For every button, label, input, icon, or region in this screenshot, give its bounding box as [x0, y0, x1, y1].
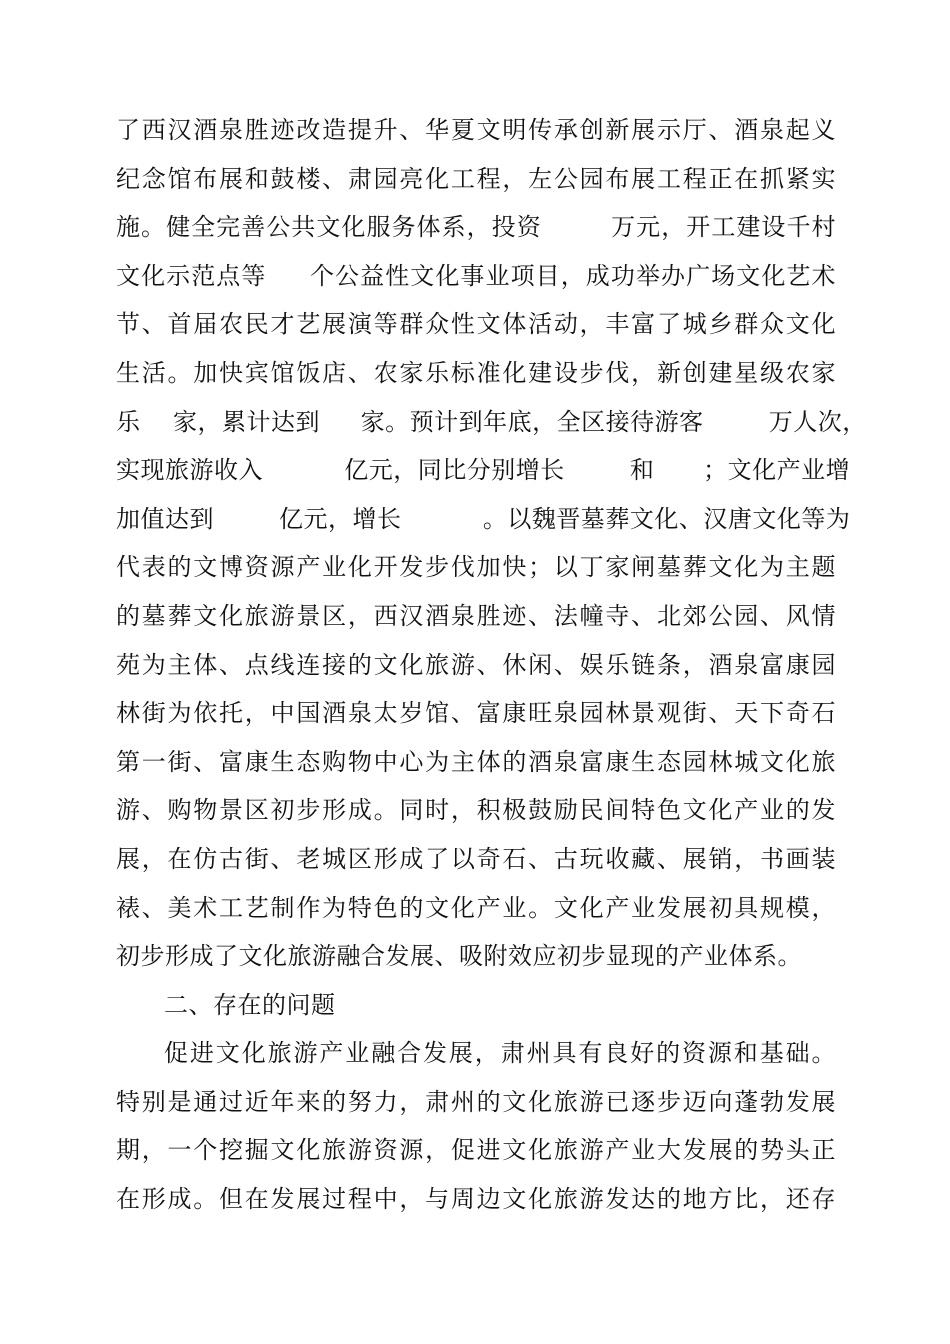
text-line: 文化示范点等 个公益性文化事业项目，成功举办广场文化艺术	[116, 261, 836, 290]
text-line: 特别是通过近年来的努力，肃州的文化旅游已逐步迈向蓬勃发展	[116, 1087, 836, 1116]
text-line: 游、购物景区初步形成。同时，积极鼓励民间特色文化产业的发	[116, 796, 836, 825]
text-line: 了西汉酒泉胜迹改造提升、华夏文明传承创新展示厅、酒泉起义	[116, 116, 836, 144]
text-line: 苑为主体、点线连接的文化旅游、休闲、娱乐链条，酒泉富康园	[116, 650, 836, 679]
text-line: 促进文化旅游产业融合发展，肃州具有良好的资源和基础。	[164, 1039, 836, 1068]
text-line: 在形成。但在发展过程中，与周边文化旅游发达的地方比，还存	[116, 1185, 836, 1214]
paragraph-body	[116, 106, 867, 981]
text-line: 乐 家，累计达到 家。预计到年底，全区接待游客 万人次，	[116, 407, 867, 436]
text-line: 裱、美术工艺制作为特色的文化产业。文化产业发展初具规模，	[116, 893, 836, 922]
text-line: 实现旅游收入 亿元，同比分别增长 和 ；文化产业增	[116, 456, 851, 485]
text-line: 初步形成了文化旅游融合发展、吸附效应初步显现的产业体系。	[116, 942, 802, 971]
text-line: 施。健全完善公共文化服务体系，投资 万元，开工建设千村	[116, 213, 836, 242]
text-line: 期，一个挖掘文化旅游资源，促进文化旅游产业大发展的势头正	[116, 1136, 836, 1165]
text-line: 纪念馆布展和鼓楼、肃园亮化工程，左公园布展工程正在抓紧实	[116, 164, 836, 193]
text-line: 林街为依托，中国酒泉太岁馆、富康旺泉园林景观街、天下奇石	[116, 699, 836, 728]
text-line: 第一街、富康生态购物中心为主体的酒泉富康生态园林城文化旅	[116, 747, 836, 776]
text-line: 代表的文博资源产业化开发步伐加快；以丁家闸墓葬文化为主题	[116, 553, 836, 582]
text-line: 节、首届农民才艺展演等群众性文体活动，丰富了城乡群众文化	[116, 310, 836, 339]
document-body	[116, 106, 867, 1224]
section-heading: 二、存在的问题	[164, 990, 336, 1019]
text-line: 生活。加快宾馆饭店、农家乐标准化建设步伐，新创建星级农家	[116, 358, 836, 387]
text-line: 加值达到 亿元，增长 。以魏晋墓葬文化、汉唐文化等为	[116, 504, 851, 533]
text-line: 的墓葬文化旅游景区，西汉酒泉胜迹、法幢寺、北郊公园、风情	[116, 601, 836, 630]
text-line: 展，在仿古街、老城区形成了以奇石、古玩收藏、展销，书画装	[116, 844, 836, 873]
paragraph-body	[116, 1029, 836, 1223]
